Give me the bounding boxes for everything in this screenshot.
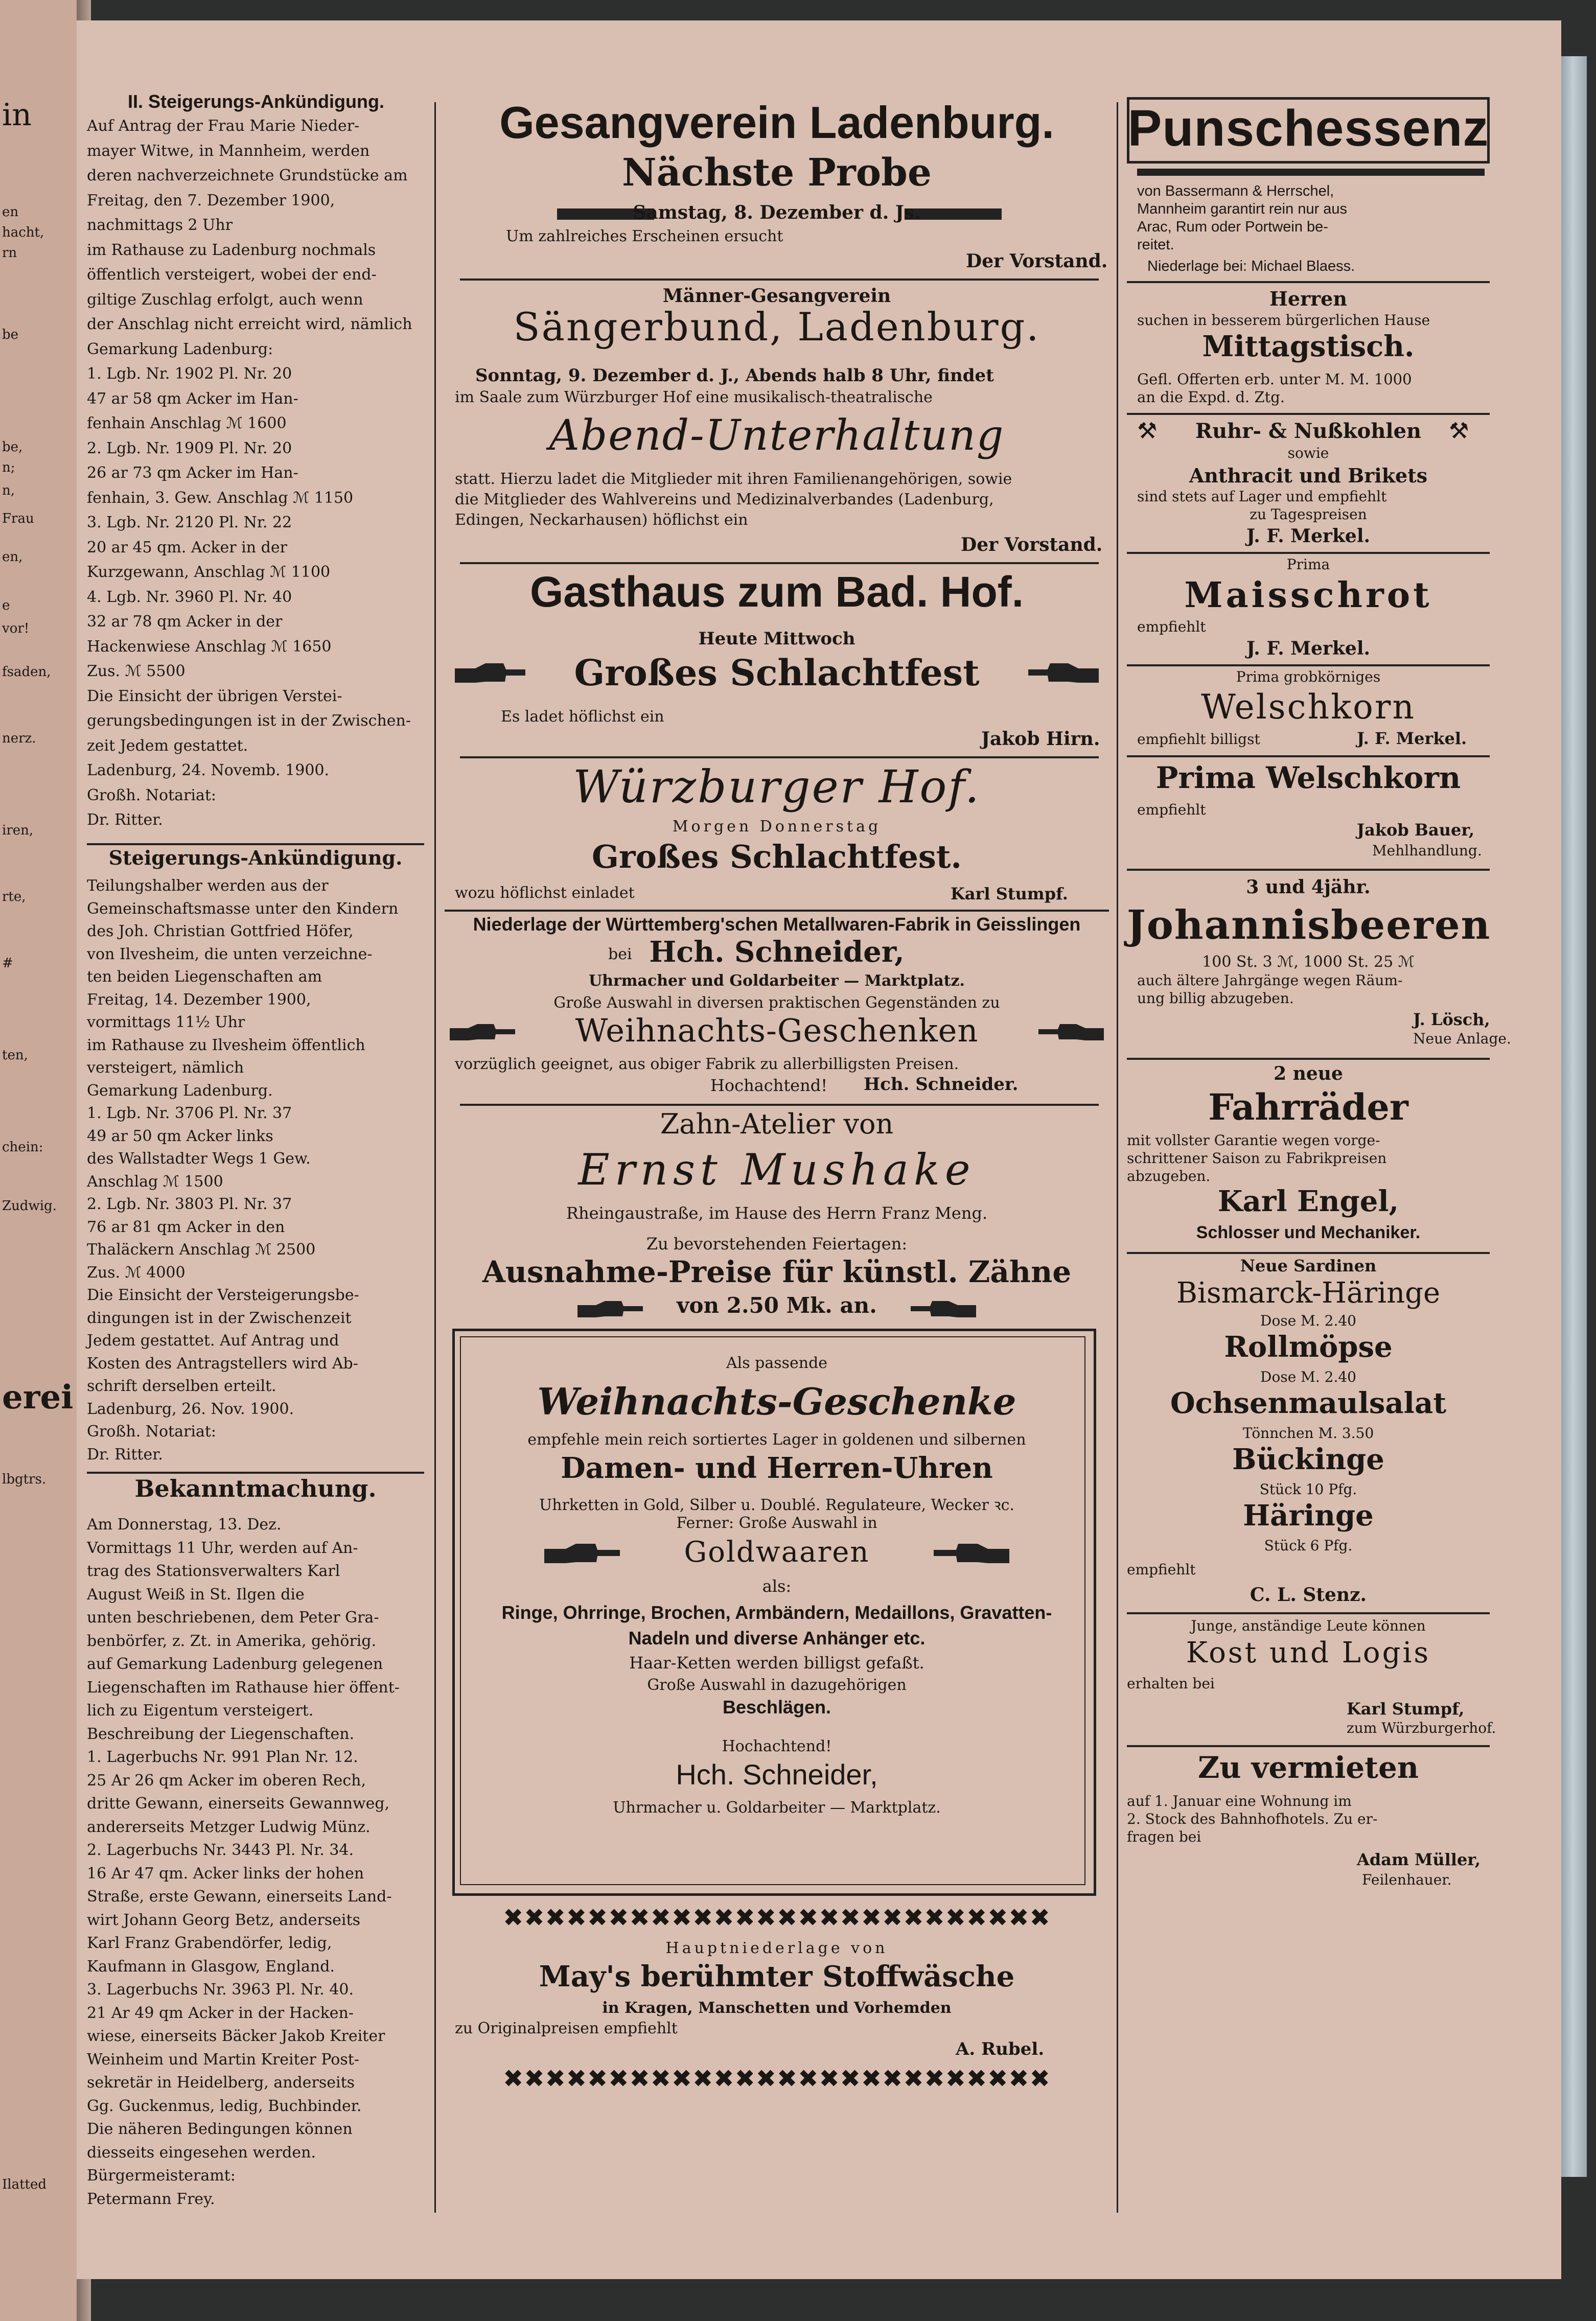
prev-fragment: e [2, 598, 10, 613]
ad-event: Abend-Unterhaltung [549, 411, 1005, 460]
column-rule [1117, 102, 1118, 2213]
ad-divider [1127, 755, 1490, 757]
ad-line: Gg. Guckenmus, ledig, Buchbinder. [87, 2097, 362, 2115]
ad-title: Gesangverein Ladenburg. [499, 97, 1054, 148]
ad-line: Beschreibung der Liegenschaften. [87, 1725, 355, 1743]
ad-line: 2. Lagerbuchs Nr. 3443 Pl. Nr. 34. [87, 1841, 354, 1859]
ad-line: Liegenschaften im Rathause hier öffent- [87, 1678, 400, 1697]
pointing-hand-left-icon [933, 1541, 1009, 1569]
product-name: Ochsenmaulsalat [1170, 1386, 1447, 1420]
ad-trade: Feilenhauer. [1362, 1871, 1452, 1888]
ad-signature: Der Vorstand. [961, 534, 1103, 555]
ad-line: Jedem gestattet. Auf Antrag und [87, 1332, 339, 1350]
ad-divider [1127, 413, 1490, 415]
ad-line: sekretär in Heidelberg, anderseits [87, 2074, 355, 2092]
ad-text: empfehle mein reich sortiertes Lager in goldenen und silbernen [527, 1431, 1026, 1449]
ad-line: andererseits Metzger Ludwig Münz. [87, 1818, 371, 1836]
ad-line: versteigert, nämlich [87, 1059, 244, 1077]
prev-fragment: Frau [2, 511, 34, 526]
ad-title: Herren [1269, 287, 1347, 310]
ad-line: Kurzgewann, Anschlag ℳ 1100 [87, 563, 331, 581]
ad-line: 49 ar 50 qm Acker links [87, 1127, 273, 1145]
ad-pretitle: Als passende [726, 1354, 828, 1372]
ad-day: Morgen Donnerstag [672, 818, 882, 835]
ad-trade: Schlosser und Mechaniker. [1196, 1223, 1421, 1242]
ad-signature: Jakob Bauer, [1357, 820, 1474, 840]
ad-divider [460, 562, 1099, 564]
ad-divider [1127, 869, 1490, 871]
ad-line: im Rathause zu Ladenburg nochmals [87, 241, 376, 259]
ad-text: erhalten bei [1127, 1675, 1215, 1692]
ad-headline: Anthracit und Brikets [1189, 464, 1428, 487]
ad-text: Es ladet höflichst ein [501, 708, 664, 726]
product-name: Rollmöpse [1224, 1330, 1393, 1364]
ad-line: Kaufmann in Glasgow, England. [87, 1957, 335, 1976]
ad-signature: J. Lösch, [1413, 1010, 1490, 1029]
ad-text: mit vollster Garantie wegen vorge- [1127, 1132, 1380, 1149]
ad-text: an die Expd. d. Ztg. [1137, 388, 1285, 406]
ad-name: Hch. Schneider, [676, 1758, 878, 1791]
ad-line: Großh. Notariat: [87, 1423, 217, 1441]
prev-fragment: erei [2, 1378, 74, 1417]
ad-line: trag des Stationsverwalters Karl [87, 1562, 340, 1580]
ad-line: Gemeinschaftsmasse unter den Kindern [87, 899, 399, 918]
ad-line: Die Einsicht der übrigen Verstei- [87, 687, 342, 705]
ad-line: öffentlich versteigert, wobei der end- [87, 266, 377, 284]
product-price: Dose M. 2.40 [1260, 1312, 1356, 1329]
ad-divider [87, 1472, 424, 1474]
pointing-hand-left-icon [1037, 1021, 1104, 1047]
ad-title: Zahn-Atelier von [660, 1108, 894, 1140]
ad-divider [87, 843, 424, 845]
ad-pretitle: Neue Sardinen [1240, 1256, 1377, 1275]
ad-line: giltige Zuschlag erfolgt, auch wenn [87, 290, 363, 309]
prev-fragment: # [2, 956, 13, 971]
ad-line: von Ilvesheim, die unten verzeichne- [87, 945, 373, 963]
previous-page-edge [0, 0, 77, 2321]
ad-line: 26 ar 73 qm Acker im Han- [87, 464, 298, 482]
ad-note: Um zahlreiches Erscheinen ersucht [506, 227, 783, 245]
prev-fragment: en, [2, 549, 23, 565]
ad-text: auch ältere Jahrgänge wegen Räum- [1137, 972, 1403, 989]
ad-items: Haar-Ketten werden billigst gefaßt. [629, 1653, 924, 1673]
ad-divider [1127, 552, 1490, 554]
prev-fragment: rte, [2, 889, 26, 904]
ad-line: Karl Franz Grabendörfer, ledig, [87, 1934, 332, 1952]
ad-regards: Hochachtend! [722, 1737, 832, 1755]
ad-title: Welschkorn [1201, 687, 1416, 727]
ad-line: lich zu Eigentum versteigert. [87, 1702, 314, 1720]
ad-signature: C. L. Stenz. [1250, 1584, 1367, 1606]
ad-line: Freitag, den 7. Dezember 1900, [87, 191, 335, 210]
ad-text: 2. Stock des Bahnhofhotels. Zu er- [1127, 1811, 1378, 1827]
ad-trade: Mehlhandlung. [1372, 842, 1482, 859]
ad-subtitle: Nächste Probe [622, 151, 932, 195]
ad-title: Sängerbund, Ladenburg. [513, 304, 1040, 350]
ad-text: Uhrketten in Gold, Silber u. Doublé. Regulateure, Wecker ꝛc. [539, 1496, 1014, 1514]
ad-address: zum Würzburgerhof. [1347, 1720, 1496, 1736]
ad-line: 16 Ar 47 qm. Acker links der hohen [87, 1864, 364, 1883]
ad-text: von Bassermann & Herrschel, [1137, 183, 1334, 199]
ad-signature: Der Vorstand. [966, 250, 1108, 272]
ad-text: empfiehlt billigst [1137, 731, 1260, 748]
ad-line: 32 ar 78 qm Acker in der [87, 613, 283, 631]
ad-text: Ferner: Große Auswahl in [676, 1514, 877, 1532]
ad-divider [1127, 1058, 1490, 1060]
ad-title: Würzburger Hof. [573, 760, 981, 813]
ad-event: Großes Schlachtfest. [591, 838, 962, 875]
ad-line: 25 Ar 26 qm Acker im oberen Rech, [87, 1771, 366, 1790]
ad-line: Vormittags 11 Uhr, werden auf An- [87, 1539, 358, 1557]
ad-text: in Kragen, Manschetten und Vorhemden [602, 1999, 952, 2017]
ad-divider [1127, 1612, 1490, 1614]
ad-signature: A. Rubel. [956, 2039, 1045, 2059]
ad-text: im Saale zum Würzburger Hof eine musikalisch-theatralische [455, 388, 933, 406]
ad-line: Weinheim und Martin Kreiter Post- [87, 2050, 359, 2069]
ad-line: gerungsbedingungen ist in der Zwischen- [87, 712, 411, 730]
ad-line: im Rathause zu Ilvesheim öffentlich [87, 1036, 365, 1054]
ad-line: 20 ar 45 qm. Acker in der [87, 538, 287, 556]
crossed-hammers-icon: ⚒ [1449, 418, 1469, 444]
ad-title: Punschessenz [1127, 100, 1489, 157]
ad-text: statt. Hierzu ladet die Mitglieder mit ihren Familienangehörigen, sowie [455, 470, 1012, 488]
ad-divider [1127, 664, 1490, 666]
ad-line: Dr. Ritter. [87, 811, 163, 829]
ad-pretitle: Männer-Gesangverein [662, 285, 891, 307]
ad-line: auf Gemarkung Ladenburg gelegenen [87, 1655, 383, 1673]
ad-line: 2. Lgb. Nr. 3803 Pl. Nr. 37 [87, 1195, 292, 1213]
ad-line: diesseits eingesehen werden. [87, 2143, 316, 2162]
ad-divider [460, 1104, 1099, 1106]
ad-text: sowie [1287, 445, 1329, 461]
prev-fragment: be [2, 327, 19, 342]
ad-line: 1. Lagerbuchs Nr. 991 Plan Nr. 12. [87, 1748, 358, 1766]
ad-divider [1127, 281, 1490, 283]
ad-text: suchen in besserem bürgerlichen Hause [1137, 312, 1430, 329]
ad-event: Großes Schlachtfest [574, 652, 980, 694]
ad-line: fenhain, 3. Gew. Anschlag ℳ 1150 [87, 489, 354, 507]
ad-line: Die näheren Bedingungen können [87, 2120, 353, 2138]
decor-border: ✖✖✖✖✖✖✖✖✖✖✖✖✖✖✖✖✖✖✖✖✖✖✖✖✖✖ [503, 1904, 1051, 1932]
ad-divider [445, 910, 1109, 912]
ad-text: ung billig abzugeben. [1137, 990, 1294, 1007]
ad-title: Kost und Logis [1186, 1636, 1431, 1669]
ad-signature: Karl Stumpf, [1347, 1699, 1465, 1719]
ad-date: Sonntag, 9. Dezember d. J., Abends halb 8 Uhr, findet [475, 365, 994, 386]
ad-line: 76 ar 81 qm Acker in den [87, 1218, 285, 1236]
ad-line: Am Donnerstag, 13. Dez. [87, 1516, 282, 1534]
ad-headline: Damen- und Herren-Uhren [561, 1451, 993, 1485]
ad-text: bei [608, 945, 632, 963]
prev-fragment: Ilatted [2, 2177, 47, 2192]
ad-line: 47 ar 58 qm Acker im Han- [87, 389, 298, 408]
ad-divider [1127, 1745, 1490, 1747]
ad-trade: Uhrmacher und Goldarbeiter — Marktplatz. [588, 972, 965, 990]
product-price: Stück 10 Pfg. [1259, 1481, 1357, 1498]
ad-text: 100 St. 3 ℳ, 1000 St. 25 ℳ [1202, 953, 1415, 971]
product-name: Bückinge [1232, 1443, 1384, 1476]
ad-text: zu Tagespreisen [1250, 506, 1367, 523]
ad-signature: Adam Müller, [1357, 1850, 1481, 1869]
prev-fragment: n, [2, 483, 15, 498]
ad-line: benbörfer, z. Zt. in Amerika, gehörig. [87, 1632, 377, 1650]
ad-title: Ruhr- & Nußkohlen [1195, 419, 1422, 443]
ad-line: unten beschriebenen, dem Peter Gra- [87, 1609, 379, 1627]
prev-fragment: nerz. [2, 731, 36, 746]
ad-pretitle: Prima [1286, 556, 1330, 573]
ad-text: Edingen, Neckarhausen) höflichst ein [455, 511, 748, 529]
ad-line: deren nachverzeichnete Grundstücke am [87, 167, 408, 184]
column-rule [434, 102, 436, 2213]
ad-line: 1. Lgb. Nr. 1902 Pl. Nr. 20 [87, 365, 292, 383]
ad-items: Beschlägen. [722, 1697, 831, 1717]
ad-signature: Karl Stumpf. [951, 884, 1068, 903]
ad-text: wozu höflichst einladet [455, 884, 635, 902]
ad-signature: J. F. Merkel. [1246, 638, 1371, 659]
ad-line: Petermann Frey. [87, 2190, 215, 2208]
prev-fragment: chein: [2, 1140, 43, 1155]
ad-pretitle: 3 und 4jähr. [1246, 876, 1371, 898]
ad-pretitle: Prima grobkörniges [1236, 668, 1381, 685]
product-price: Dose M. 2.40 [1260, 1368, 1356, 1385]
ad-offer: Ausnahme-Preise für künstl. Zähne [482, 1255, 1072, 1289]
ad-line: Teilungshalber werden aus der [87, 877, 329, 895]
ad-line: wirt Johann Georg Betz, anderseits [87, 1911, 360, 1929]
prev-fragment: be, [2, 439, 23, 455]
ad-gifts: Weihnachts-Geschenken [575, 1012, 979, 1049]
ad-title: Zu vermieten [1197, 1750, 1419, 1785]
prev-fragment: in [2, 97, 32, 133]
ad-signature: J. F. Merkel. [1357, 729, 1467, 748]
prev-fragment: Zudwig. [2, 1198, 57, 1214]
ad-line: mayer Witwe, in Mannheim, werden [87, 142, 370, 160]
ad-line: ten beiden Liegenschaften am [87, 968, 322, 986]
ad-line: 3. Lagerbuchs Nr. 3963 Pl. Nr. 40. [87, 1981, 354, 1999]
newspaper-page [77, 20, 1561, 2279]
ad-address: Neue Anlage. [1413, 1030, 1511, 1047]
product-price: Tönnchen M. 3.50 [1242, 1425, 1374, 1442]
ad-line: Ladenburg, 26. Nov. 1900. [87, 1400, 294, 1418]
ad-text: auf 1. Januar eine Wohnung im [1127, 1793, 1352, 1809]
ad-line: dingungen ist in der Zwischenzeit [87, 1309, 352, 1327]
ad-trade: Uhrmacher u. Goldarbeiter — Marktplatz. [613, 1799, 941, 1817]
ad-items: Ringe, Ohrringe, Brochen, Armbändern, Medaillons, Gravatten- [501, 1602, 1052, 1623]
ad-title: May's berühmter Stoffwäsche [539, 1960, 1015, 1993]
ad-line: Thaläckern Anschlag ℳ 2500 [87, 1241, 316, 1259]
ad-signature: J. F. Merkel. [1246, 525, 1371, 547]
ad-text: Zu bevorstehenden Feiertagen: [646, 1234, 908, 1254]
ad-line: Ladenburg, 24. Novemb. 1900. [87, 761, 330, 779]
prev-fragment: n; [2, 460, 15, 475]
ad-title: Steigerungs-Ankündigung. [108, 846, 403, 869]
ad-line: wiese, einerseits Bäcker Jakob Kreiter [87, 2027, 385, 2045]
ad-line: Straße, erste Gewann, einerseits Land- [87, 1888, 392, 1906]
ad-text: vorzüglich geeignet, aus obiger Fabrik zu allerbilligsten Preisen. [455, 1055, 959, 1073]
ad-line: vormittags 11½ Uhr [87, 1013, 245, 1031]
ad-signature: Hch. Schneider. [864, 1074, 1019, 1095]
ad-text: reitet. [1137, 237, 1174, 253]
ad-text: zu Originalpreisen empfiehlt [455, 2020, 678, 2037]
pointing-hand-left-icon [910, 1298, 976, 1322]
ad-text: empfiehlt [1137, 618, 1206, 635]
ad-line: Hackenwiese Anschlag ℳ 1650 [87, 637, 332, 656]
ad-line: Gemarkung Ladenburg: [87, 340, 273, 358]
ad-text: empfiehlt [1127, 1561, 1196, 1578]
ad-day: Heute Mittwoch [698, 629, 855, 649]
ad-signature: Karl Engel, [1217, 1185, 1399, 1218]
ad-line: der Anschlag nicht erreicht wird, nämlich [87, 315, 412, 333]
prev-fragment: ten, [2, 1048, 28, 1063]
ad-divider [1127, 1252, 1490, 1254]
ad-regards: Hochachtend! [710, 1076, 828, 1095]
ad-line: Gemarkung Ladenburg. [87, 1081, 273, 1100]
ad-text: Mannheim garantirt rein nur aus [1137, 201, 1348, 217]
ad-line: Großh. Notariat: [87, 786, 217, 804]
ad-name: Ernst Mushake [578, 1145, 976, 1195]
ad-items: Nadeln und diverse Anhänger etc. [628, 1628, 926, 1649]
decor-border: ✖✖✖✖✖✖✖✖✖✖✖✖✖✖✖✖✖✖✖✖✖✖✖✖✖✖ [503, 2064, 1051, 2093]
ad-depot: Niederlage bei: Michael Blaess. [1147, 258, 1355, 274]
ad-line: Auf Antrag der Frau Marie Nieder- [87, 117, 360, 135]
ad-price: von 2.50 Mk. an. [677, 1293, 877, 1318]
ad-address: Rheingaustraße, im Hause des Herrn Franz Meng. [566, 1203, 988, 1223]
ad-divider [460, 756, 1099, 758]
ad-line: Bürgermeisteramt: [87, 2167, 236, 2185]
ad-title: Johannisbeeren [1127, 902, 1491, 948]
ad-text: sind stets auf Lager und empfiehlt [1137, 488, 1387, 505]
ad-divider [460, 278, 1099, 281]
ad-text: abzugeben. [1127, 1168, 1211, 1185]
ad-signature: Jakob Hirn. [981, 728, 1100, 750]
prev-fragment: fsaden, [2, 664, 51, 680]
ad-line: 21 Ar 49 qm Acker in der Hacken- [87, 2004, 354, 2022]
prev-fragment: en [2, 204, 19, 220]
ad-title: Maisschrot [1184, 575, 1432, 616]
crossed-hammers-icon: ⚒ [1137, 418, 1158, 444]
ad-line: 4. Lgb. Nr. 3960 Pl. Nr. 40 [87, 588, 292, 606]
ad-title: Fahrräder [1208, 1086, 1408, 1128]
prev-fragment: lbgtrs. [2, 1472, 47, 1487]
ad-line: zeit Jedem gestattet. [87, 736, 248, 755]
ad-line: Kosten des Antragstellers wird Ab- [87, 1354, 358, 1373]
ad-headline: Goldwaaren [684, 1536, 870, 1569]
ad-pretitle: Junge, anständige Leute können [1191, 1617, 1426, 1634]
product-price: Stück 6 Pfg. [1264, 1537, 1353, 1554]
ad-line: 2. Lgb. Nr. 1909 Pl. Nr. 20 [87, 439, 292, 457]
ad-line: 1. Lgb. Nr. 3706 Pl. Nr. 37 [87, 1104, 292, 1122]
ad-line: nachmittags 2 Uhr [87, 216, 233, 234]
ad-text: Gefl. Offerten erb. unter M. M. 1000 [1137, 370, 1412, 388]
decor-bar [1137, 169, 1485, 176]
ad-items: Große Auswahl in dazugehörigen [647, 1676, 907, 1694]
ad-pretitle: 2 neue [1274, 1063, 1343, 1084]
ad-text: Arac, Rum oder Portwein be- [1137, 219, 1328, 235]
ad-title: Niederlage der Württemberg'schen Metallwaren-Fabrik in Geisslingen [473, 914, 1081, 935]
ad-line: Die Einsicht der Versteigerungsbe- [87, 1286, 359, 1304]
ad-name: Hch. Schneider, [649, 935, 905, 969]
ad-line: fenhain Anschlag ℳ 1600 [87, 414, 287, 432]
ad-line: dritte Gewann, einerseits Gewannweg, [87, 1795, 390, 1813]
ad-title: Gasthaus zum Bad. Hof. [529, 568, 1024, 616]
ad-title: II. Steigerungs-Ankündigung. [128, 91, 384, 112]
prev-fragment: rn [2, 245, 17, 261]
ad-line: Dr. Ritter. [87, 1445, 163, 1464]
ad-pretitle: Hauptniederlage von [665, 1939, 888, 1957]
ad-line: Anschlag ℳ 1500 [87, 1172, 223, 1191]
ad-title: Prima Welschkorn [1155, 760, 1461, 795]
ad-title: Weihnachts-Geschenke [537, 1380, 1016, 1423]
ad-line: des Joh. Christian Gottfried Höfer, [87, 922, 354, 940]
prev-fragment: hacht, [2, 225, 44, 240]
ad-text: Große Auswahl in diversen praktischen Gegenständen zu [553, 994, 1000, 1012]
book-cover-edge [1559, 56, 1587, 2177]
ad-title: Bekanntmachung. [134, 1475, 377, 1502]
prev-fragment: vor! [2, 621, 30, 636]
ad-line: schrift derselben erteilt. [87, 1377, 276, 1395]
ad-date: Samstag, 8. Dezember d. Js. [633, 202, 921, 223]
ad-text: die Mitglieder des Wahlvereins und Medizinalverbandes (Ladenburg, [455, 491, 994, 508]
prev-fragment: iren, [2, 823, 34, 838]
ad-text: fragen bei [1127, 1828, 1201, 1845]
ad-line: Freitag, 14. Dezember 1900, [87, 990, 311, 1009]
ad-line: 3. Lgb. Nr. 2120 Pl. Nr. 22 [87, 514, 292, 531]
product-name: Häringe [1243, 1499, 1374, 1533]
ad-line: Zus. ℳ 4000 [87, 1263, 186, 1282]
ad-text: empfiehlt [1137, 801, 1206, 818]
ad-text: schrittener Saison zu Fabrikpreisen [1127, 1150, 1387, 1167]
product-name: Bismarck-Häringe [1176, 1276, 1441, 1310]
ad-line: des Wallstadter Wegs 1 Gew. [87, 1150, 311, 1168]
ad-text: als: [762, 1576, 792, 1596]
ad-headline: Mittagstisch. [1202, 330, 1415, 363]
pointing-hand-left-icon [1027, 659, 1099, 690]
ad-line: August Weiß in St. Ilgen die [87, 1585, 305, 1604]
ad-line: Zus. ℳ 5500 [87, 662, 186, 680]
